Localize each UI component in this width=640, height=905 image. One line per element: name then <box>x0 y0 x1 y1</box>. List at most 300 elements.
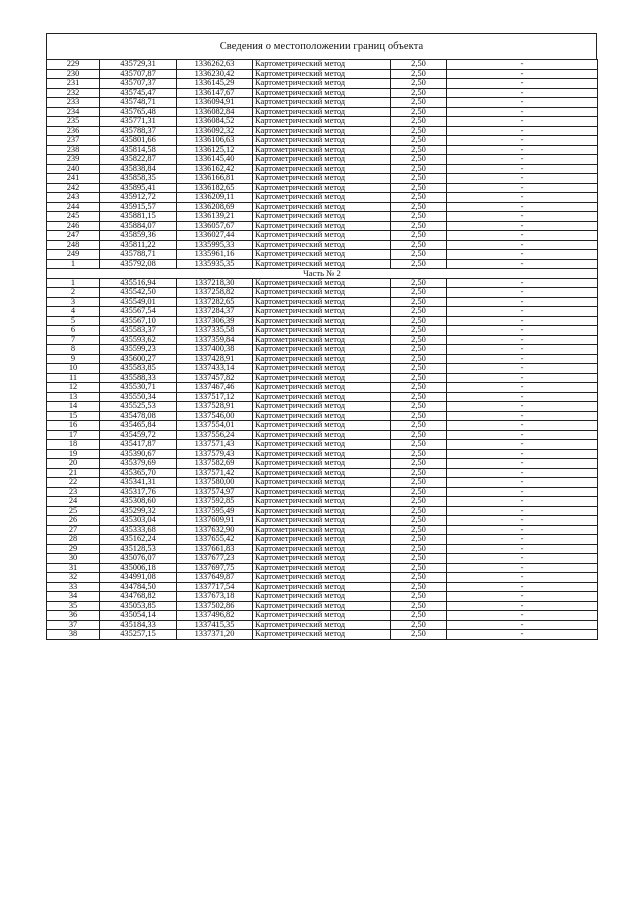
description-cell: - <box>447 383 598 393</box>
y-coordinate-cell: 1337673,18 <box>177 592 253 602</box>
y-coordinate-cell: 1337428,91 <box>177 354 253 364</box>
y-coordinate-cell: 1335995,33 <box>177 240 253 250</box>
y-coordinate-cell: 1335935,35 <box>177 259 253 269</box>
description-cell: - <box>447 183 598 193</box>
x-coordinate-cell: 435707,37 <box>100 79 177 89</box>
method-cell: Картометрический метод <box>253 506 391 516</box>
method-cell: Картометрический метод <box>253 221 391 231</box>
description-cell: - <box>447 202 598 212</box>
table-row <box>47 620 598 630</box>
method-cell: Картометрический метод <box>253 345 391 355</box>
table-row <box>47 316 598 326</box>
accuracy-cell: 2,50 <box>391 193 447 203</box>
point-number-cell: 4 <box>47 307 100 317</box>
y-coordinate-cell: 1337582,69 <box>177 459 253 469</box>
point-number-cell: 10 <box>47 364 100 374</box>
point-number-cell: 37 <box>47 620 100 630</box>
point-number-cell: 32 <box>47 573 100 583</box>
description-cell: - <box>447 535 598 545</box>
table-row <box>47 164 598 174</box>
accuracy-cell: 2,50 <box>391 250 447 260</box>
x-coordinate-cell: 435417,87 <box>100 440 177 450</box>
method-cell: Картометрический метод <box>253 193 391 203</box>
x-coordinate-cell: 435881,15 <box>100 212 177 222</box>
point-number-cell: 235 <box>47 117 100 127</box>
y-coordinate-cell: 1337595,49 <box>177 506 253 516</box>
description-cell: - <box>447 174 598 184</box>
x-coordinate-cell: 435006,18 <box>100 563 177 573</box>
table-row <box>47 145 598 155</box>
accuracy-cell: 2,50 <box>391 459 447 469</box>
accuracy-cell: 2,50 <box>391 373 447 383</box>
x-coordinate-cell: 435365,70 <box>100 468 177 478</box>
y-coordinate-cell: 1336092,32 <box>177 126 253 136</box>
description-cell: - <box>447 373 598 383</box>
x-coordinate-cell: 435600,27 <box>100 354 177 364</box>
description-cell: - <box>447 468 598 478</box>
x-coordinate-cell: 435308,60 <box>100 497 177 507</box>
point-number-cell: 33 <box>47 582 100 592</box>
y-coordinate-cell: 1337457,82 <box>177 373 253 383</box>
accuracy-cell: 2,50 <box>391 411 447 421</box>
point-number-cell: 24 <box>47 497 100 507</box>
table-row <box>47 107 598 117</box>
table-row <box>47 497 598 507</box>
accuracy-cell: 2,50 <box>391 449 447 459</box>
method-cell: Картометрический метод <box>253 145 391 155</box>
x-coordinate-cell: 435567,54 <box>100 307 177 317</box>
description-cell: - <box>447 345 598 355</box>
table-row <box>47 554 598 564</box>
accuracy-cell: 2,50 <box>391 487 447 497</box>
point-number-cell: 229 <box>47 60 100 70</box>
description-cell: - <box>447 459 598 469</box>
method-cell: Картометрический метод <box>253 592 391 602</box>
table-row <box>47 544 598 554</box>
point-number-cell: 247 <box>47 231 100 241</box>
method-cell: Картометрический метод <box>253 126 391 136</box>
table-row <box>47 155 598 165</box>
accuracy-cell: 2,50 <box>391 98 447 108</box>
accuracy-cell: 2,50 <box>391 183 447 193</box>
y-coordinate-cell: 1336145,40 <box>177 155 253 165</box>
table-row <box>47 193 598 203</box>
accuracy-cell: 2,50 <box>391 345 447 355</box>
accuracy-cell: 2,50 <box>391 136 447 146</box>
point-number-cell: 13 <box>47 392 100 402</box>
y-coordinate-cell: 1337574,97 <box>177 487 253 497</box>
method-cell: Картометрический метод <box>253 554 391 564</box>
x-coordinate-cell: 435184,33 <box>100 620 177 630</box>
y-coordinate-cell: 1337359,84 <box>177 335 253 345</box>
description-cell: - <box>447 487 598 497</box>
description-cell: - <box>447 354 598 364</box>
accuracy-cell: 2,50 <box>391 202 447 212</box>
method-cell: Картометрический метод <box>253 516 391 526</box>
description-cell: - <box>447 563 598 573</box>
method-cell: Картометрический метод <box>253 174 391 184</box>
y-coordinate-cell: 1337258,82 <box>177 288 253 298</box>
method-cell: Картометрический метод <box>253 630 391 640</box>
description-cell: - <box>447 326 598 336</box>
x-coordinate-cell: 435814,58 <box>100 145 177 155</box>
description-cell: - <box>447 497 598 507</box>
accuracy-cell: 2,50 <box>391 335 447 345</box>
point-number-cell: 237 <box>47 136 100 146</box>
description-cell: - <box>447 440 598 450</box>
accuracy-cell: 2,50 <box>391 430 447 440</box>
x-coordinate-cell: 435811,22 <box>100 240 177 250</box>
y-coordinate-cell: 1337649,87 <box>177 573 253 583</box>
description-cell: - <box>447 544 598 554</box>
x-coordinate-cell: 435128,53 <box>100 544 177 554</box>
y-coordinate-cell: 1336106,63 <box>177 136 253 146</box>
x-coordinate-cell: 434991,08 <box>100 573 177 583</box>
table-row <box>47 174 598 184</box>
table-row <box>47 563 598 573</box>
description-cell: - <box>447 155 598 165</box>
point-number-cell: 246 <box>47 221 100 231</box>
table-row <box>47 506 598 516</box>
table-row <box>47 335 598 345</box>
accuracy-cell: 2,50 <box>391 563 447 573</box>
method-cell: Картометрический метод <box>253 155 391 165</box>
description-cell: - <box>447 145 598 155</box>
y-coordinate-cell: 1336145,29 <box>177 79 253 89</box>
table-row <box>47 60 598 70</box>
method-cell: Картометрический метод <box>253 392 391 402</box>
method-cell: Картометрический метод <box>253 183 391 193</box>
method-cell: Картометрический метод <box>253 497 391 507</box>
description-cell: - <box>447 516 598 526</box>
point-number-cell: 11 <box>47 373 100 383</box>
table-row <box>47 69 598 79</box>
table-row <box>47 98 598 108</box>
point-number-cell: 23 <box>47 487 100 497</box>
description-cell: - <box>447 582 598 592</box>
x-coordinate-cell: 435567,10 <box>100 316 177 326</box>
table-row <box>47 468 598 478</box>
accuracy-cell: 2,50 <box>391 383 447 393</box>
x-coordinate-cell: 435550,34 <box>100 392 177 402</box>
point-number-cell: 236 <box>47 126 100 136</box>
y-coordinate-cell: 1337554,01 <box>177 421 253 431</box>
method-cell: Картометрический метод <box>253 601 391 611</box>
accuracy-cell: 2,50 <box>391 497 447 507</box>
point-number-cell: 31 <box>47 563 100 573</box>
y-coordinate-cell: 1337546,00 <box>177 411 253 421</box>
method-cell: Картометрический метод <box>253 421 391 431</box>
accuracy-cell: 2,50 <box>391 288 447 298</box>
accuracy-cell: 2,50 <box>391 525 447 535</box>
description-cell: - <box>447 525 598 535</box>
table-row <box>47 421 598 431</box>
point-number-cell: 12 <box>47 383 100 393</box>
x-coordinate-cell: 435465,84 <box>100 421 177 431</box>
x-coordinate-cell: 435859,36 <box>100 231 177 241</box>
table-body <box>47 60 598 640</box>
x-coordinate-cell: 434768,82 <box>100 592 177 602</box>
x-coordinate-cell: 435801,66 <box>100 136 177 146</box>
description-cell: - <box>447 364 598 374</box>
point-number-cell: 238 <box>47 145 100 155</box>
y-coordinate-cell: 1337282,65 <box>177 297 253 307</box>
description-cell: - <box>447 288 598 298</box>
point-number-cell: 17 <box>47 430 100 440</box>
point-number-cell: 22 <box>47 478 100 488</box>
accuracy-cell: 2,50 <box>391 468 447 478</box>
part-header-row <box>47 269 598 279</box>
description-cell: - <box>447 240 598 250</box>
description-cell: - <box>447 620 598 630</box>
method-cell: Картометрический метод <box>253 297 391 307</box>
point-number-cell: 36 <box>47 611 100 621</box>
y-coordinate-cell: 1336094,91 <box>177 98 253 108</box>
x-coordinate-cell: 435765,48 <box>100 107 177 117</box>
table-row <box>47 326 598 336</box>
point-number-cell: 2 <box>47 288 100 298</box>
description-cell: - <box>447 297 598 307</box>
y-coordinate-cell: 1337571,42 <box>177 468 253 478</box>
description-cell: - <box>447 231 598 241</box>
point-number-cell: 20 <box>47 459 100 469</box>
point-number-cell: 18 <box>47 440 100 450</box>
table-row <box>47 411 598 421</box>
x-coordinate-cell: 435729,31 <box>100 60 177 70</box>
y-coordinate-cell: 1337517,12 <box>177 392 253 402</box>
y-coordinate-cell: 1336082,84 <box>177 107 253 117</box>
x-coordinate-cell: 435838,84 <box>100 164 177 174</box>
y-coordinate-cell: 1335961,16 <box>177 250 253 260</box>
y-coordinate-cell: 1336057,67 <box>177 221 253 231</box>
accuracy-cell: 2,50 <box>391 364 447 374</box>
accuracy-cell: 2,50 <box>391 212 447 222</box>
method-cell: Картометрический метод <box>253 240 391 250</box>
x-coordinate-cell: 435588,33 <box>100 373 177 383</box>
table-row <box>47 250 598 260</box>
point-number-cell: 27 <box>47 525 100 535</box>
accuracy-cell: 2,50 <box>391 155 447 165</box>
description-cell: - <box>447 126 598 136</box>
y-coordinate-cell: 1337609,91 <box>177 516 253 526</box>
point-number-cell: 8 <box>47 345 100 355</box>
point-number-cell: 232 <box>47 88 100 98</box>
y-coordinate-cell: 1337661,83 <box>177 544 253 554</box>
description-cell: - <box>447 335 598 345</box>
method-cell: Картометрический метод <box>253 611 391 621</box>
y-coordinate-cell: 1337677,23 <box>177 554 253 564</box>
method-cell: Картометрический метод <box>253 620 391 630</box>
method-cell: Картометрический метод <box>253 411 391 421</box>
y-coordinate-cell: 1337306,39 <box>177 316 253 326</box>
accuracy-cell: 2,50 <box>391 174 447 184</box>
y-coordinate-cell: 1337400,38 <box>177 345 253 355</box>
point-number-cell: 14 <box>47 402 100 412</box>
y-coordinate-cell: 1336147,67 <box>177 88 253 98</box>
method-cell: Картометрический метод <box>253 468 391 478</box>
table-row <box>47 601 598 611</box>
method-cell: Картометрический метод <box>253 582 391 592</box>
accuracy-cell: 2,50 <box>391 307 447 317</box>
point-number-cell: 231 <box>47 79 100 89</box>
y-coordinate-cell: 1337580,00 <box>177 478 253 488</box>
accuracy-cell: 2,50 <box>391 392 447 402</box>
x-coordinate-cell: 435895,41 <box>100 183 177 193</box>
y-coordinate-cell: 1337467,46 <box>177 383 253 393</box>
table-row <box>47 278 598 288</box>
x-coordinate-cell: 435542,50 <box>100 288 177 298</box>
description-cell: - <box>447 107 598 117</box>
x-coordinate-cell: 435525,53 <box>100 402 177 412</box>
method-cell: Картометрический метод <box>253 307 391 317</box>
x-coordinate-cell: 435822,87 <box>100 155 177 165</box>
description-cell: - <box>447 69 598 79</box>
point-number-cell: 35 <box>47 601 100 611</box>
x-coordinate-cell: 435390,67 <box>100 449 177 459</box>
description-cell: - <box>447 611 598 621</box>
x-coordinate-cell: 435530,71 <box>100 383 177 393</box>
x-coordinate-cell: 435593,62 <box>100 335 177 345</box>
description-cell: - <box>447 421 598 431</box>
point-number-cell: 30 <box>47 554 100 564</box>
y-coordinate-cell: 1336139,21 <box>177 212 253 222</box>
table-row <box>47 478 598 488</box>
accuracy-cell: 2,50 <box>391 60 447 70</box>
table-row <box>47 202 598 212</box>
table-row <box>47 459 598 469</box>
table-row <box>47 183 598 193</box>
table-row <box>47 79 598 89</box>
point-number-cell: 5 <box>47 316 100 326</box>
x-coordinate-cell: 435459,72 <box>100 430 177 440</box>
point-number-cell: 1 <box>47 259 100 269</box>
point-number-cell: 239 <box>47 155 100 165</box>
x-coordinate-cell: 435583,37 <box>100 326 177 336</box>
accuracy-cell: 2,50 <box>391 478 447 488</box>
x-coordinate-cell: 435333,68 <box>100 525 177 535</box>
point-number-cell: 230 <box>47 69 100 79</box>
y-coordinate-cell: 1337502,86 <box>177 601 253 611</box>
description-cell: - <box>447 117 598 127</box>
table-row <box>47 440 598 450</box>
accuracy-cell: 2,50 <box>391 326 447 336</box>
x-coordinate-cell: 435076,07 <box>100 554 177 564</box>
description-cell: - <box>447 449 598 459</box>
table-row <box>47 117 598 127</box>
accuracy-cell: 2,50 <box>391 630 447 640</box>
method-cell: Картометрический метод <box>253 88 391 98</box>
method-cell: Картометрический метод <box>253 278 391 288</box>
method-cell: Картометрический метод <box>253 544 391 554</box>
y-coordinate-cell: 1337433,14 <box>177 364 253 374</box>
description-cell: - <box>447 402 598 412</box>
x-coordinate-cell: 435299,32 <box>100 506 177 516</box>
method-cell: Картометрический метод <box>253 69 391 79</box>
point-number-cell: 38 <box>47 630 100 640</box>
accuracy-cell: 2,50 <box>391 240 447 250</box>
accuracy-cell: 2,50 <box>391 620 447 630</box>
description-cell: - <box>447 278 598 288</box>
description-cell: - <box>447 392 598 402</box>
description-cell: - <box>447 60 598 70</box>
x-coordinate-cell: 435707,87 <box>100 69 177 79</box>
accuracy-cell: 2,50 <box>391 221 447 231</box>
point-number-cell: 243 <box>47 193 100 203</box>
accuracy-cell: 2,50 <box>391 145 447 155</box>
accuracy-cell: 2,50 <box>391 402 447 412</box>
table-row <box>47 449 598 459</box>
x-coordinate-cell: 435303,04 <box>100 516 177 526</box>
x-coordinate-cell: 435341,31 <box>100 478 177 488</box>
y-coordinate-cell: 1337218,30 <box>177 278 253 288</box>
x-coordinate-cell: 435583,85 <box>100 364 177 374</box>
accuracy-cell: 2,50 <box>391 107 447 117</box>
method-cell: Картометрический метод <box>253 335 391 345</box>
table-row <box>47 297 598 307</box>
table-row <box>47 364 598 374</box>
point-number-cell: 249 <box>47 250 100 260</box>
method-cell: Картометрический метод <box>253 98 391 108</box>
y-coordinate-cell: 1336262,63 <box>177 60 253 70</box>
accuracy-cell: 2,50 <box>391 69 447 79</box>
accuracy-cell: 2,50 <box>391 592 447 602</box>
description-cell: - <box>447 250 598 260</box>
accuracy-cell: 2,50 <box>391 259 447 269</box>
accuracy-cell: 2,50 <box>391 544 447 554</box>
accuracy-cell: 2,50 <box>391 278 447 288</box>
point-number-cell: 34 <box>47 592 100 602</box>
point-number-cell: 234 <box>47 107 100 117</box>
method-cell: Картометрический метод <box>253 573 391 583</box>
point-number-cell: 248 <box>47 240 100 250</box>
accuracy-cell: 2,50 <box>391 231 447 241</box>
x-coordinate-cell: 435915,57 <box>100 202 177 212</box>
method-cell: Картометрический метод <box>253 250 391 260</box>
table-row <box>47 307 598 317</box>
y-coordinate-cell: 1337571,43 <box>177 440 253 450</box>
y-coordinate-cell: 1337415,35 <box>177 620 253 630</box>
point-number-cell: 9 <box>47 354 100 364</box>
table-row <box>47 525 598 535</box>
point-number-cell: 19 <box>47 449 100 459</box>
description-cell: - <box>447 259 598 269</box>
x-coordinate-cell: 435549,01 <box>100 297 177 307</box>
accuracy-cell: 2,50 <box>391 506 447 516</box>
method-cell: Картометрический метод <box>253 164 391 174</box>
accuracy-cell: 2,50 <box>391 126 447 136</box>
description-cell: - <box>447 554 598 564</box>
method-cell: Картометрический метод <box>253 60 391 70</box>
x-coordinate-cell: 435379,69 <box>100 459 177 469</box>
method-cell: Картометрический метод <box>253 373 391 383</box>
description-cell: - <box>447 164 598 174</box>
description-cell: - <box>447 430 598 440</box>
x-coordinate-cell: 435884,07 <box>100 221 177 231</box>
point-number-cell: 6 <box>47 326 100 336</box>
x-coordinate-cell: 435771,31 <box>100 117 177 127</box>
x-coordinate-cell: 435788,71 <box>100 250 177 260</box>
method-cell: Картометрический метод <box>253 326 391 336</box>
accuracy-cell: 2,50 <box>391 117 447 127</box>
table-row <box>47 136 598 146</box>
y-coordinate-cell: 1337592,85 <box>177 497 253 507</box>
accuracy-cell: 2,50 <box>391 164 447 174</box>
accuracy-cell: 2,50 <box>391 88 447 98</box>
x-coordinate-cell: 435858,35 <box>100 174 177 184</box>
part-label: Часть № 2 <box>47 269 598 279</box>
description-cell: - <box>447 193 598 203</box>
y-coordinate-cell: 1337496,82 <box>177 611 253 621</box>
